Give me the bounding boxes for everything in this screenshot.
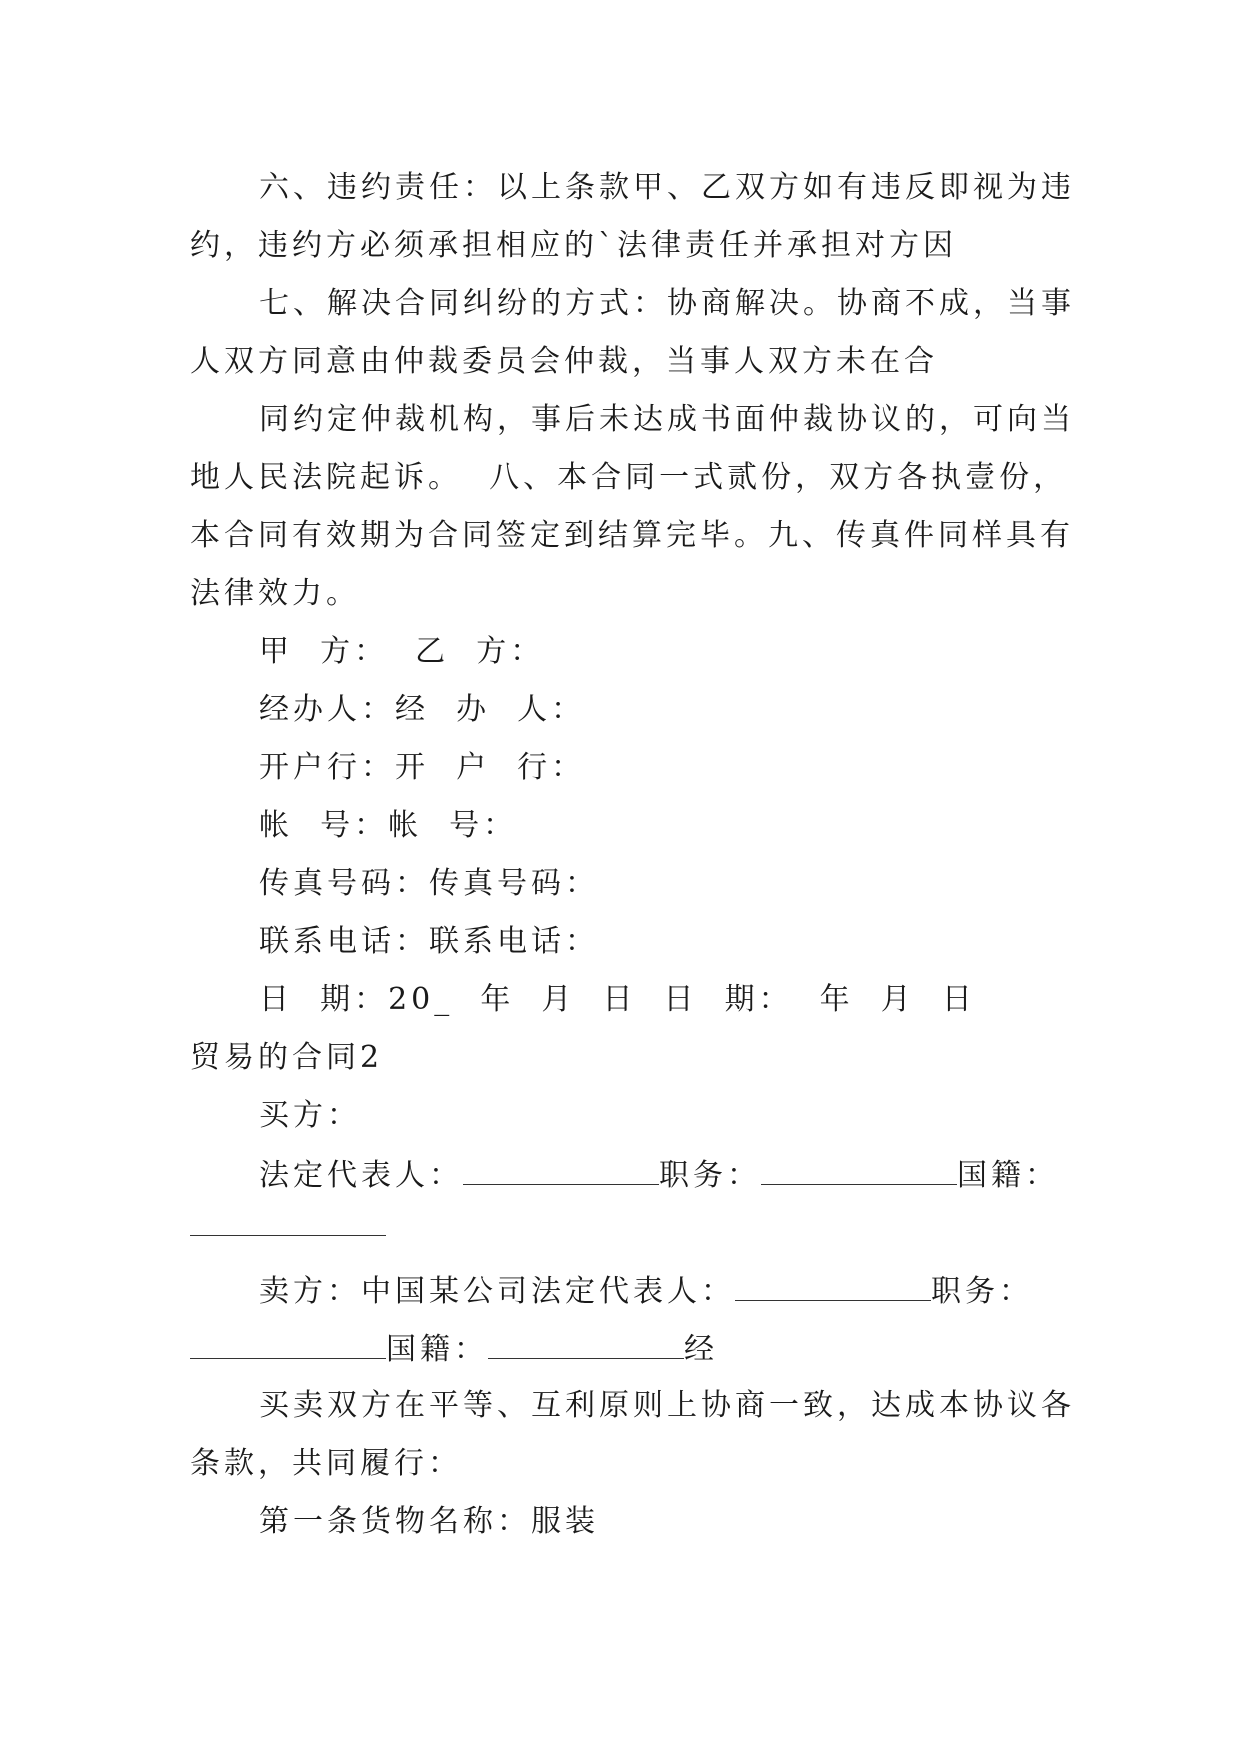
clause-six-line-1: 六、违约责任：以上条款甲、乙双方如有违反即视为违: [259, 170, 1075, 205]
seller-line: [259, 1270, 1033, 1312]
nationality-blank[interactable]: [190, 1233, 386, 1236]
clause-six-line-2: 约，违约方必须承担相应的`法律责任并承担对方因: [190, 228, 957, 263]
clause-seven-line-1: 七、解决合同纠纷的方式：协商解决。协商不成，当事: [259, 286, 1075, 321]
seller-nationality-line: [190, 1328, 718, 1370]
contract-two-title: 贸易的合同2: [190, 1040, 384, 1075]
clause-seven-line-3: 同约定仲裁机构，事后未达成书面仲裁协议的，可向当: [259, 402, 1075, 437]
account-line: 帐 号：帐 号：: [259, 808, 518, 843]
seller-nationality-label: 国籍：: [386, 1332, 488, 1367]
seller-position-blank[interactable]: [190, 1328, 386, 1359]
clause-seven-eight-line: 地人民法院起诉。 八、本合同一式贰份，双方各执壹份，: [190, 460, 1068, 495]
seller-trailing-text: 经: [684, 1332, 718, 1367]
representative-blank[interactable]: [463, 1154, 659, 1185]
bank-line: 开户行：开 户 行：: [259, 750, 586, 785]
buyer-representative-line: [259, 1154, 1059, 1196]
party-line: 甲 方： 乙 方：: [259, 634, 545, 669]
article-one-line: 第一条货物名称：服装: [259, 1504, 599, 1539]
representative-label: 法定代表人：: [259, 1158, 463, 1193]
handler-line: 经办人：经 办 人：: [259, 692, 586, 727]
fax-line: 传真号码：传真号码：: [259, 866, 599, 901]
buyer-line: 买方：: [259, 1098, 361, 1133]
seller-representative-blank[interactable]: [735, 1270, 931, 1301]
position-label: 职务：: [659, 1158, 761, 1193]
clause-eight-nine-line: 本合同有效期为合同签定到结算完毕。九、传真件同样具有: [190, 518, 1074, 553]
seller-nationality-blank[interactable]: [488, 1328, 684, 1359]
nationality-label: 国籍：: [957, 1158, 1059, 1193]
date-line: 日 期：20_ 年 月 日 日 期： 年 月 日: [259, 982, 976, 1017]
clause-nine-end-line: 法律效力。: [190, 576, 360, 611]
phone-line: 联系电话：联系电话：: [259, 924, 599, 959]
clause-seven-line-2: 人双方同意由仲裁委员会仲裁，当事人双方未在合: [190, 344, 938, 379]
agreement-line-2: 条款，共同履行：: [190, 1446, 462, 1481]
position-blank[interactable]: [761, 1154, 957, 1185]
agreement-line-1: 买卖双方在平等、互利原则上协商一致，达成本协议各: [259, 1388, 1075, 1423]
seller-label: 卖方：中国某公司法定代表人：: [259, 1274, 735, 1309]
seller-position-label: 职务：: [931, 1274, 1033, 1309]
